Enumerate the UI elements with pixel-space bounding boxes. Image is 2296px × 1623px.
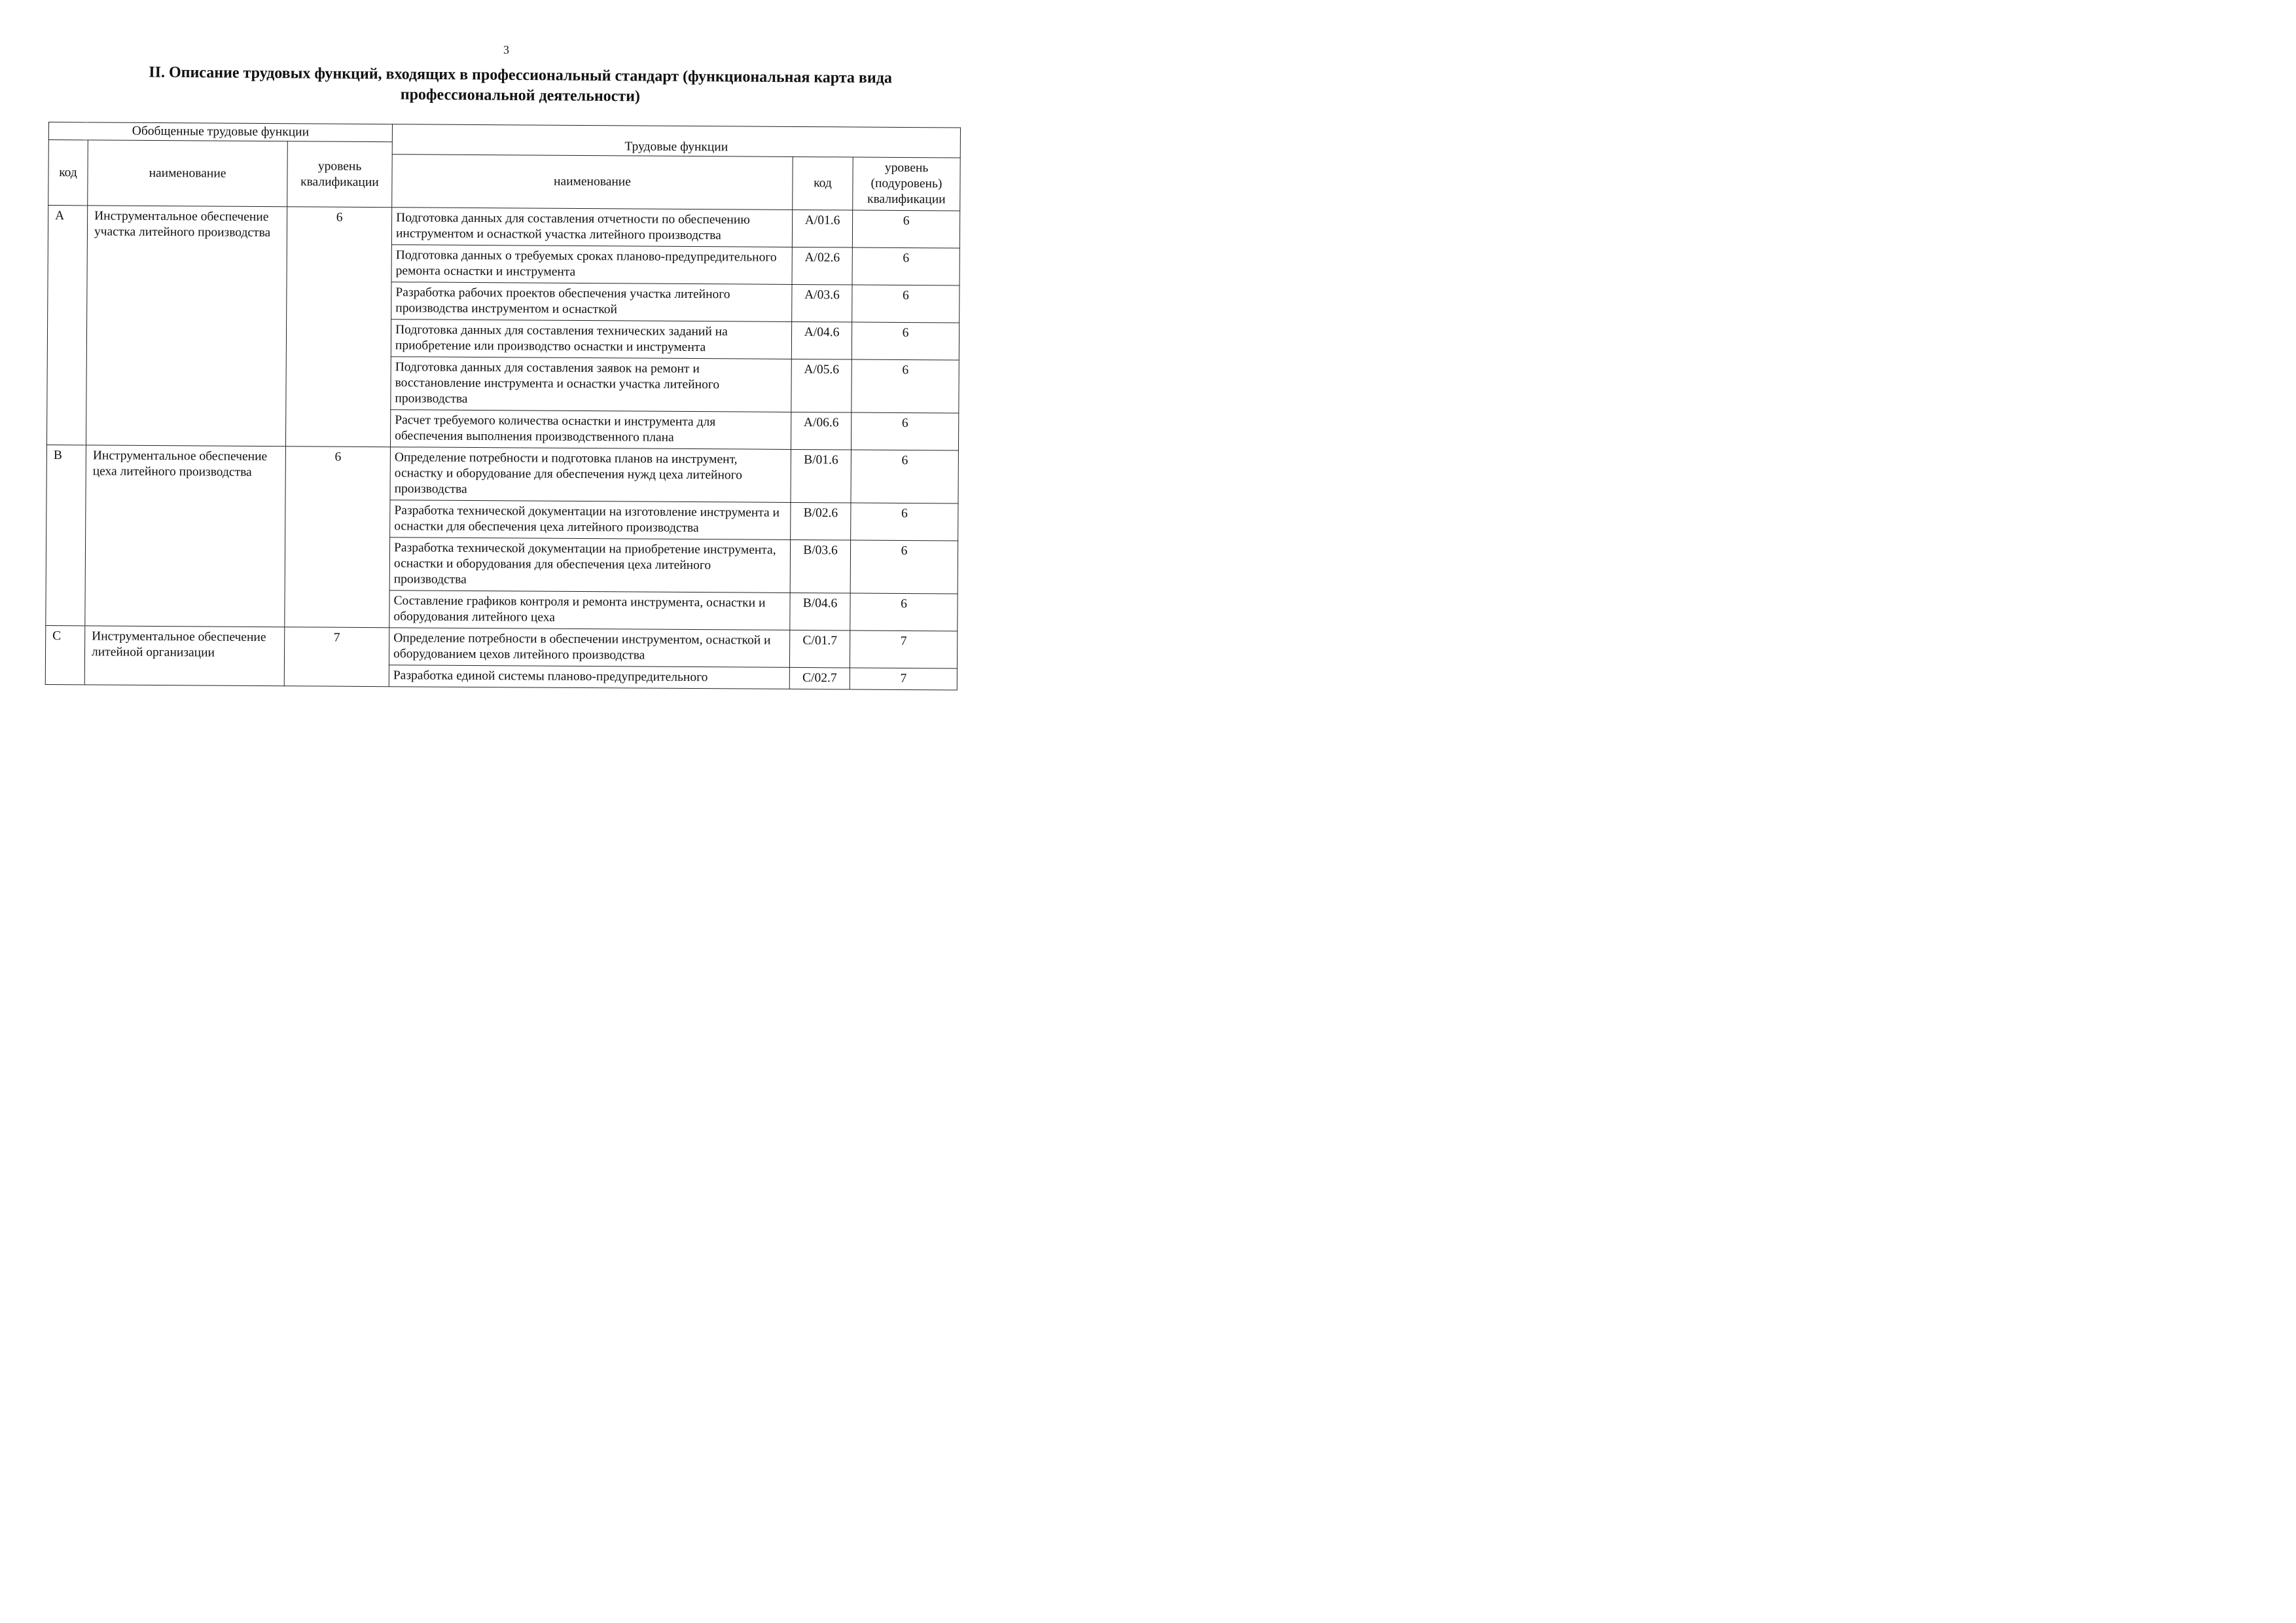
title-line-1: II. Описание трудовых функций, входящих в профессиональный стандарт (функциональная карта вида xyxy=(149,64,893,87)
labor-function-code: A/04.6 xyxy=(791,321,852,359)
header-labor-functions-label: Трудовые функции xyxy=(624,139,728,155)
header-tf-level: уровень (подуровень) квалификации xyxy=(853,157,960,211)
labor-function-level: 6 xyxy=(851,503,958,541)
labor-function-name: Подготовка данных для составления отчетности по обеспечению инструментом и оснасткой участка литейного производства xyxy=(391,208,792,247)
labor-function-name: Определение потребности и подготовка планов на инструмент, оснастку и оборудование для обеспечения нужд цеха литейного производства xyxy=(390,447,791,503)
labor-function-code: C/02.7 xyxy=(789,667,850,689)
labor-function-name: Разработка технической документации на изготовление инструмента и оснастки для обеспечения цеха литейного производства xyxy=(390,500,791,540)
generalized-function-name: Инструментальное обеспечение цеха литейного производства xyxy=(85,445,286,627)
generalized-function-code: B xyxy=(46,445,86,625)
page-number: 3 xyxy=(503,43,509,56)
labor-function-code: A/05.6 xyxy=(791,359,852,412)
labor-function-level: 6 xyxy=(850,540,958,594)
generalized-function-level: 6 xyxy=(285,447,391,628)
labor-function-level: 6 xyxy=(852,210,960,248)
labor-function-name: Подготовка данных для составления заявок на ремонт и восстановление инструмента и оснастки участка литейного производства xyxy=(391,357,791,412)
table-row xyxy=(45,625,957,668)
labor-function-code: B/01.6 xyxy=(791,449,851,503)
labor-function-code: C/01.7 xyxy=(789,630,850,668)
document-title xyxy=(98,62,942,109)
header-labor-functions xyxy=(392,124,960,158)
header-tf-code: код xyxy=(793,156,853,210)
table-header xyxy=(48,122,961,211)
header-gen-code: код xyxy=(48,140,88,206)
labor-function-name: Подготовка данных о требуемых сроках планово-предупредительного ремонта оснастки и инструмента xyxy=(391,245,792,285)
labor-function-level: 7 xyxy=(850,668,957,690)
labor-function-level: 7 xyxy=(850,630,957,668)
labor-function-level: 6 xyxy=(851,450,958,503)
generalized-function-code: C xyxy=(45,625,85,684)
generalized-function-code: A xyxy=(46,206,87,445)
labor-function-code: B/02.6 xyxy=(791,502,851,540)
labor-function-name: Разработка технической документации на приобретение инструмента, оснастки и оборудования для обеспечения цеха литейного производства xyxy=(389,538,790,593)
labor-function-code: B/03.6 xyxy=(790,539,850,593)
labor-function-code: B/04.6 xyxy=(790,593,850,630)
labor-function-name: Разработка рабочих проектов обеспечения участка литейного производства инструментом и оснасткой xyxy=(391,282,792,322)
labor-function-name: Подготовка данных для составления технических заданий на приобретение или производство оснастки и инструмента xyxy=(391,319,791,359)
labor-function-level: 6 xyxy=(852,359,959,413)
labor-function-level: 6 xyxy=(852,247,960,285)
generalized-function-name: Инструментальное обеспечение литейной организации xyxy=(84,626,285,686)
header-gen-name: наименование xyxy=(88,140,288,207)
labor-function-name: Составление графиков контроля и ремонта инструмента, оснастки и оборудования литейного цеха xyxy=(389,591,790,630)
table-body xyxy=(45,206,960,690)
generalized-function-level: 6 xyxy=(285,207,391,447)
labor-function-code: A/01.6 xyxy=(792,210,852,247)
labor-function-level: 6 xyxy=(852,285,960,323)
labor-function-code: A/03.6 xyxy=(792,284,852,322)
labor-function-level: 6 xyxy=(852,322,959,360)
labor-function-level: 6 xyxy=(850,593,958,631)
labor-function-name: Определение потребности в обеспечении инструментом, оснасткой и оборудованием цехов литейного производства xyxy=(389,628,789,668)
table-row xyxy=(48,206,960,249)
title-line-2: профессиональной деятельности) xyxy=(400,86,641,105)
labor-function-code: A/02.6 xyxy=(792,247,852,285)
functional-map xyxy=(45,122,961,690)
labor-function-name: Расчет требуемого количества оснастки и инструмента для обеспечения выполнения производственного плана xyxy=(391,410,791,450)
table-row xyxy=(46,445,959,503)
header-generalized-functions: Обобщенные трудовые функции xyxy=(48,122,392,142)
functional-map-table xyxy=(45,122,961,690)
generalized-function-name: Инструментальное обеспечение участка литейного производства xyxy=(86,206,287,447)
labor-function-name: Разработка единой системы планово-предупредительного xyxy=(389,665,789,689)
labor-function-level: 6 xyxy=(851,412,958,450)
header-tf-name: наименование xyxy=(392,155,793,210)
header-gen-level: уровень квалификации xyxy=(287,141,393,208)
labor-function-code: A/06.6 xyxy=(791,412,851,450)
generalized-function-level: 7 xyxy=(284,627,389,687)
